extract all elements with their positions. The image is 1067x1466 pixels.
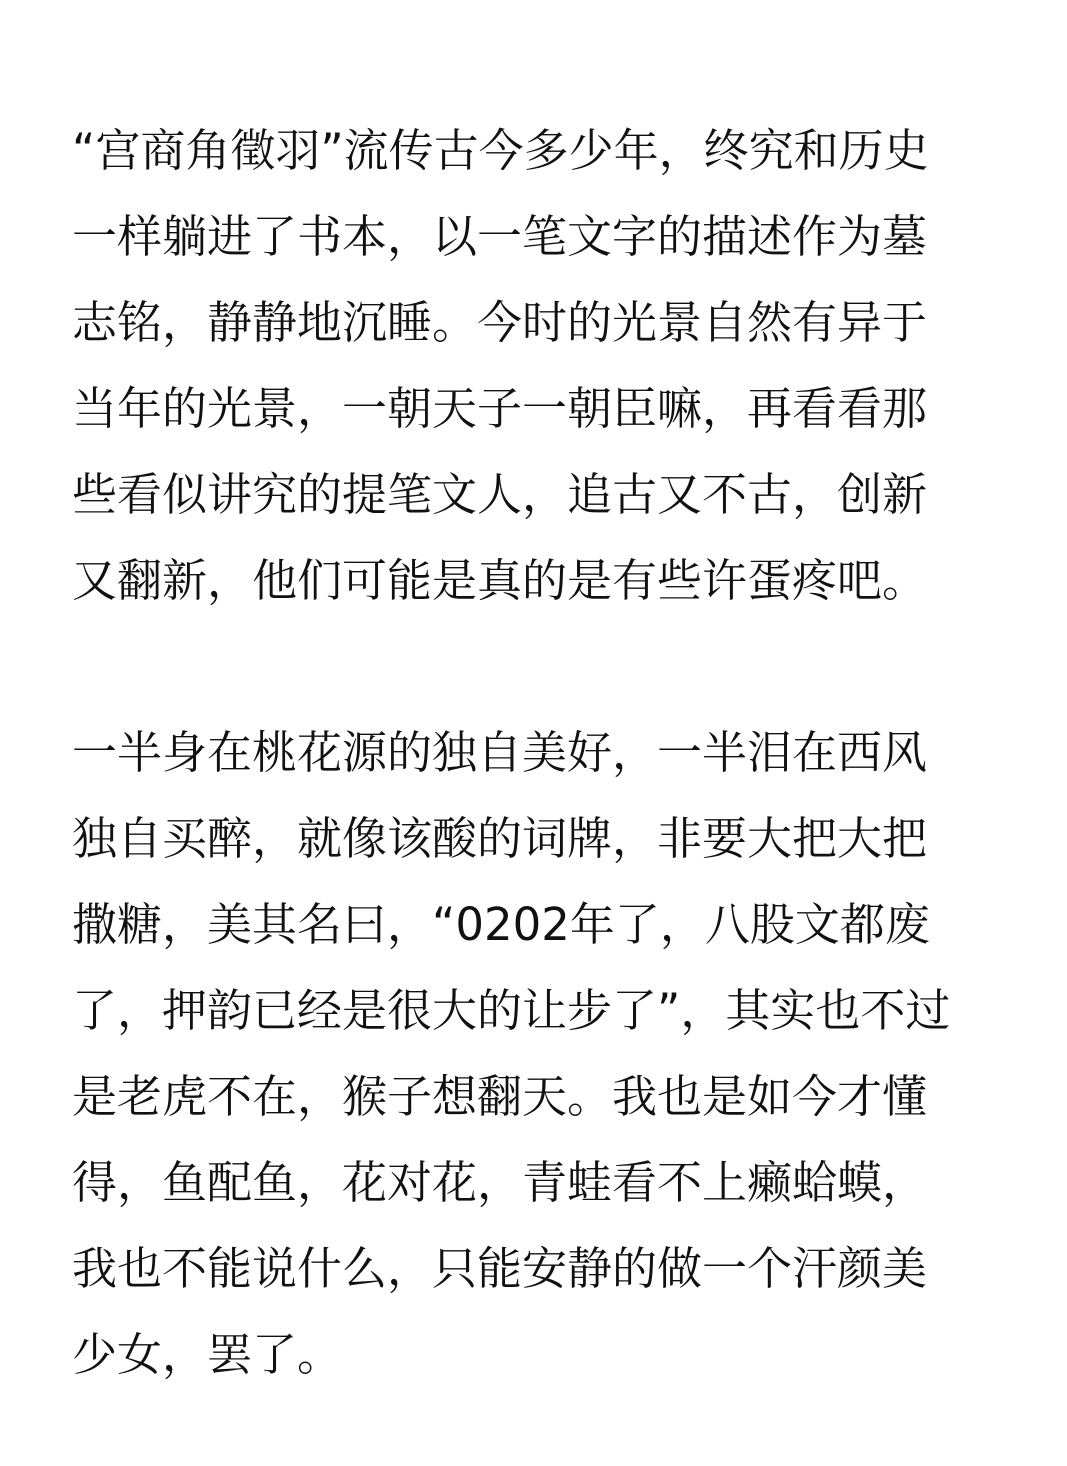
paragraph-spacer <box>72 624 1012 710</box>
text-line: 了，押韵已经是很大的让步了”，其实也不过 <box>72 984 951 1037</box>
text-line: 独自买醉，就像该酸的词牌，非要大把大把 <box>72 812 928 865</box>
text-line: 些看似讲究的提笔文人，追古又不古，创新 <box>72 468 928 521</box>
text-line: 我也不能说什么，只能安静的做一个汗颜美 <box>72 1242 928 1295</box>
text-line: “宫商角徵羽”流传古今多少年，终究和历史 <box>72 124 929 177</box>
article-body <box>72 108 1012 1398</box>
text-line: 一半身在桃花源的独自美好，一半泪在西风 <box>72 726 928 779</box>
text-line: 一样躺进了书本，以一笔文字的描述作为墓 <box>72 210 928 263</box>
paragraph-2 <box>72 710 1012 1398</box>
paragraph-1 <box>72 108 1012 624</box>
text-line: 撒糖，美其名曰，“0202年了，八股文都废 <box>72 898 930 951</box>
text-line: 得，鱼配鱼，花对花，青蛙看不上癞蛤蟆， <box>72 1156 928 1209</box>
text-line: 少女，罢了。 <box>72 1328 343 1381</box>
text-line: 志铭，静静地沉睡。今时的光景自然有异于 <box>72 296 928 349</box>
text-line: 是老虎不在，猴子想翻天。我也是如今才懂 <box>72 1070 928 1123</box>
text-line: 当年的光景，一朝天子一朝臣嘛，再看看那 <box>72 382 928 435</box>
text-line: 又翻新，他们可能是真的是有些许蛋疼吧。 <box>72 554 928 607</box>
